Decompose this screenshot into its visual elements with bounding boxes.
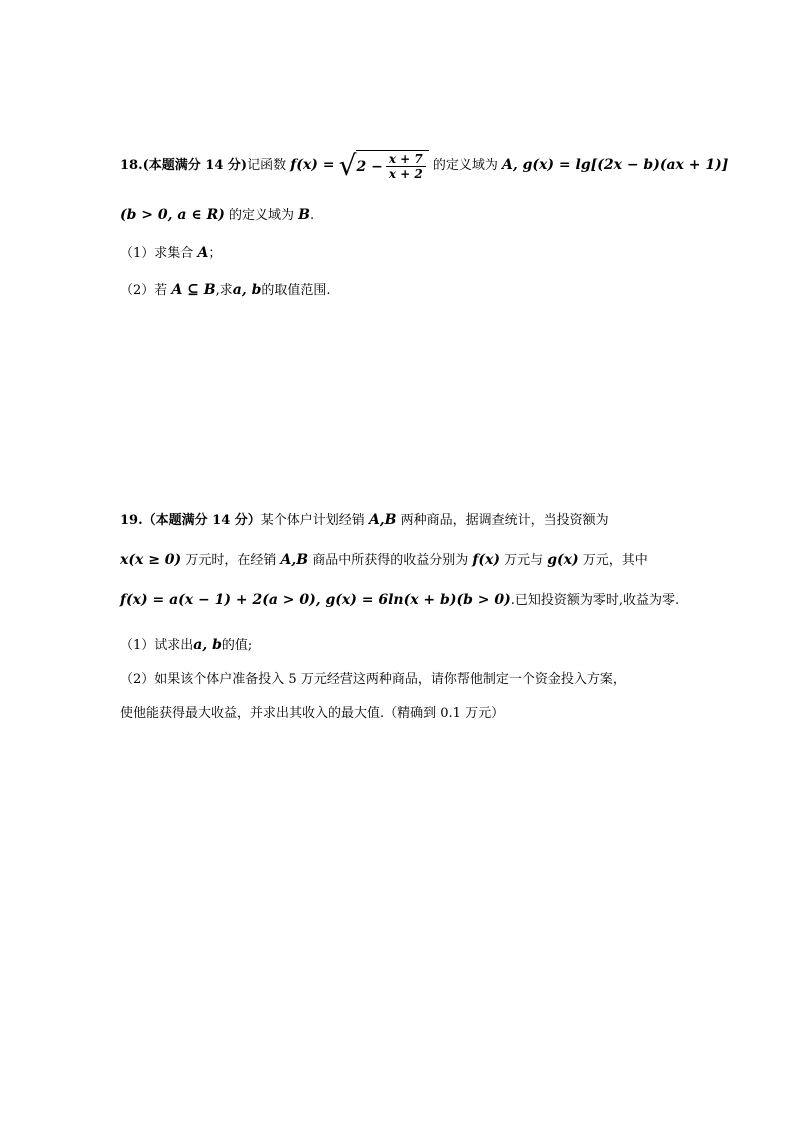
sqrt-sign-icon: √ bbox=[338, 148, 357, 182]
q19-number: 19. bbox=[120, 513, 143, 528]
q18-p1-end: ； bbox=[208, 246, 222, 261]
q18-cond: (b > 0, a ∈ R) bbox=[120, 207, 225, 223]
q19-AB: A,B bbox=[368, 512, 397, 528]
q19-line-1 bbox=[120, 510, 609, 531]
q18-p2-text3: 的取值范围. bbox=[261, 283, 331, 298]
q18-number: 18. bbox=[120, 158, 143, 173]
q18-intro: 记函数 bbox=[247, 158, 287, 173]
q19-p2-label: （2） bbox=[120, 672, 155, 687]
q18-p1-label: （1） bbox=[120, 246, 155, 261]
q19-line2d: 万元，其中 bbox=[582, 553, 648, 568]
q19-score: （本题满分 14 分） bbox=[142, 513, 261, 528]
q18-fraction bbox=[386, 152, 426, 181]
q19-line-2 bbox=[120, 550, 648, 571]
q19-line3b: .已知投资额为零时,收益为零. bbox=[510, 593, 680, 608]
q18-frac-num: x + 7 bbox=[386, 152, 426, 167]
q18-p2-label: （2） bbox=[120, 283, 155, 298]
q18-p2-subset: A ⊆ B bbox=[171, 282, 216, 298]
q19-p1-text: 试求出 bbox=[154, 638, 194, 653]
q18-p2-text2: ,求 bbox=[215, 283, 233, 298]
q19-p1-ab: a, b bbox=[193, 637, 222, 653]
q18-B: B bbox=[298, 207, 310, 223]
q19-line-3 bbox=[120, 590, 679, 611]
q19-p2-text2: 使他能获得最大收益，并求出其收入的最大值.（精确到 0.1 万元） bbox=[120, 706, 505, 721]
q19-part-1 bbox=[120, 635, 252, 656]
q19-formula: f(x) = a(x − 1) + 2(a > 0), g(x) = 6ln(x + b)(b > 0) bbox=[120, 592, 511, 608]
q19-line2c: 万元与 bbox=[504, 553, 544, 568]
q18-score: (本题满分 14 分) bbox=[142, 158, 248, 173]
q19-gx: g(x) bbox=[547, 552, 579, 568]
q19-p1-end: 的值; bbox=[221, 638, 253, 653]
q19-AB2: A,B bbox=[280, 552, 309, 568]
q18-f-lhs: f(x) = bbox=[290, 157, 335, 173]
q18-sqrt bbox=[339, 150, 429, 181]
q19-fx: f(x) bbox=[472, 552, 500, 568]
q19-part-2 bbox=[120, 670, 626, 690]
q18-frac-den: x + 2 bbox=[388, 167, 423, 181]
q18-p1-text: 求集合 bbox=[154, 246, 194, 261]
q18-line-2 bbox=[120, 205, 314, 226]
q18-part-2 bbox=[120, 280, 331, 301]
q18-part-1 bbox=[120, 243, 221, 264]
q18-period: . bbox=[309, 208, 315, 223]
q19-p2-text: 如果该个体户准备投入 5 万元经营这两种商品，请你帮他制定一个资金投入方案， bbox=[154, 672, 626, 687]
q19-p1-label: （1） bbox=[120, 638, 155, 653]
q18-domain-text: 的定义域为 bbox=[432, 158, 498, 173]
q18-domain-text2: 的定义域为 bbox=[228, 208, 294, 223]
q18-sqrt-lead: 2 − bbox=[356, 158, 383, 175]
q19-line2a: 万元时，在经销 bbox=[185, 553, 277, 568]
q19-line1: 某个体户计划经销 bbox=[260, 513, 365, 528]
q18-p2-text1: 若 bbox=[154, 283, 168, 298]
q19-line1b: 两种商品，据调查统计，当投资额为 bbox=[400, 513, 609, 528]
q18-sqrt-body bbox=[356, 150, 428, 181]
q18-p2-ab: a, b bbox=[232, 282, 262, 298]
q19-line2b: 商品中所获得的收益分别为 bbox=[312, 553, 469, 568]
q18-p1-A: A bbox=[197, 245, 209, 261]
q19-part-2-cont bbox=[120, 704, 504, 724]
q19-x-cond: x(x ≥ 0) bbox=[120, 552, 182, 568]
q18-line-1 bbox=[120, 150, 728, 181]
q18-A-g: A, g(x) = lg[(2x − b)(ax + 1)] bbox=[502, 157, 729, 173]
